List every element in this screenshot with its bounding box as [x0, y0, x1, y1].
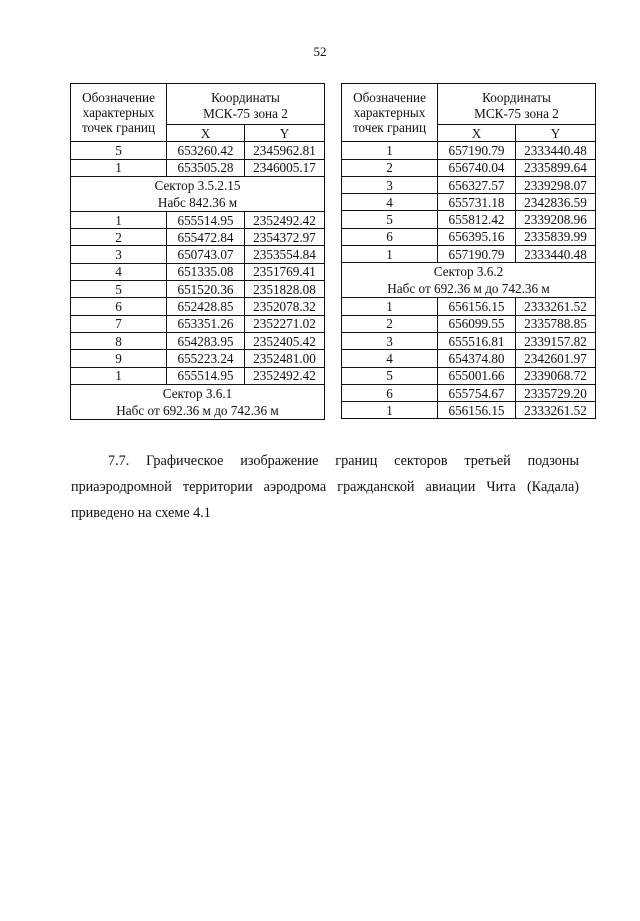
- coord-x: 655001.66: [438, 367, 516, 384]
- coord-x: 654283.95: [167, 332, 245, 349]
- coord-x: 651520.36: [167, 281, 245, 298]
- page-number: 52: [313, 44, 327, 59]
- coord-x: 655514.95: [167, 211, 245, 228]
- coord-y: 2354372.97: [245, 229, 325, 246]
- point-number: 6: [342, 228, 438, 245]
- point-number: 6: [71, 298, 167, 315]
- coord-y: 2352492.42: [245, 211, 325, 228]
- coord-x: 653351.26: [167, 315, 245, 332]
- header-y: Y: [245, 125, 325, 142]
- header-y: Y: [516, 125, 596, 142]
- header-x: X: [438, 125, 516, 142]
- coord-y: 2351769.41: [245, 263, 325, 280]
- table-row: [71, 159, 325, 176]
- point-number: 2: [342, 159, 438, 176]
- coord-x: 656156.15: [438, 298, 516, 315]
- sector-caption: [71, 384, 325, 419]
- point-number: 9: [71, 350, 167, 367]
- sector-caption-line: Нaбс от 692.36 м до 742.36 м: [387, 281, 550, 297]
- table-row: [71, 332, 325, 349]
- coord-x: 652428.85: [167, 298, 245, 315]
- coord-x: 657190.79: [438, 142, 516, 159]
- header-designation-line: точек границ: [81, 120, 156, 135]
- sector-caption-line: Нaбс 842.36 м: [157, 194, 238, 210]
- coord-y: 2335899.64: [516, 159, 596, 176]
- paragraph-line: 7.7. Графическое изображение границ секторов третьей подзоны: [108, 453, 579, 469]
- table-row: [342, 194, 596, 211]
- header-designation-line: характерных: [82, 105, 155, 120]
- table-row: [71, 367, 325, 384]
- coord-x: 657190.79: [438, 246, 516, 263]
- point-number: 5: [71, 142, 167, 159]
- sector-caption-line: Сектор 3.6.2: [433, 264, 504, 280]
- table-row: [342, 367, 596, 384]
- coord-y: 2346005.17: [245, 159, 325, 176]
- header-designation-line: Обозначение: [353, 90, 426, 105]
- coord-x: 655731.18: [438, 194, 516, 211]
- header-coordinates-line: Координаты: [482, 90, 551, 105]
- coord-x: 655472.84: [167, 229, 245, 246]
- sector-caption-line: Сектор 3.6.1: [162, 385, 233, 401]
- header-designation-line: точек границ: [352, 120, 427, 135]
- point-number: 7: [71, 315, 167, 332]
- table-row: [71, 263, 325, 280]
- point-number: 1: [71, 367, 167, 384]
- coord-y: 2335839.99: [516, 228, 596, 245]
- point-number: 3: [71, 246, 167, 263]
- coord-y: 2352481.00: [245, 350, 325, 367]
- header-coordinates: [167, 84, 325, 125]
- coord-x: 653260.42: [167, 142, 245, 159]
- table-row: [71, 315, 325, 332]
- coord-y: 2333261.52: [516, 402, 596, 419]
- coord-y: 2345962.81: [245, 142, 325, 159]
- table-row: [342, 350, 596, 367]
- sector-caption-line: Нaбс от 692.36 м до 742.36 м: [116, 402, 279, 418]
- point-number: 3: [342, 332, 438, 349]
- table-row: [71, 142, 325, 159]
- header-designation-line: характерных: [353, 105, 426, 120]
- point-number: 3: [342, 176, 438, 193]
- point-number: 2: [342, 315, 438, 332]
- point-number: 2: [71, 229, 167, 246]
- header-coordinates-line: МСК-75 зона 2: [203, 106, 288, 121]
- coord-y: 2339298.07: [516, 176, 596, 193]
- coord-y: 2335729.20: [516, 384, 596, 401]
- table-row: [342, 246, 596, 263]
- table-row: [71, 229, 325, 246]
- table-row: [342, 159, 596, 176]
- coord-x: 656395.16: [438, 228, 516, 245]
- point-number: 1: [342, 246, 438, 263]
- coord-y: 2342836.59: [516, 194, 596, 211]
- paragraph-line: приведено на схеме 4.1: [71, 505, 211, 521]
- header-x: X: [167, 125, 245, 142]
- coord-x: 653505.28: [167, 159, 245, 176]
- point-number: 1: [342, 402, 438, 419]
- table-row: [342, 142, 596, 159]
- table-row: [342, 332, 596, 349]
- coord-y: 2352492.42: [245, 367, 325, 384]
- table-row: [342, 402, 596, 419]
- coord-x: 656156.15: [438, 402, 516, 419]
- coord-x: 655812.42: [438, 211, 516, 228]
- point-number: 5: [71, 281, 167, 298]
- point-number: 4: [342, 194, 438, 211]
- coord-y: 2339157.82: [516, 332, 596, 349]
- header-coordinates: [438, 84, 596, 125]
- coord-x: 655514.95: [167, 367, 245, 384]
- point-number: 5: [342, 211, 438, 228]
- point-number: 5: [342, 367, 438, 384]
- table-row: [71, 350, 325, 367]
- coord-y: 2352078.32: [245, 298, 325, 315]
- table-row: [71, 298, 325, 315]
- coord-y: 2352405.42: [245, 332, 325, 349]
- coord-y: 2333440.48: [516, 246, 596, 263]
- body-paragraph: [71, 448, 579, 526]
- coord-x: 656740.04: [438, 159, 516, 176]
- table-row: [342, 384, 596, 401]
- coord-y: 2351828.08: [245, 281, 325, 298]
- table-row: [342, 228, 596, 245]
- coordinates-table-right: [341, 83, 596, 419]
- table-row: [71, 281, 325, 298]
- coordinates-table-left: [70, 83, 325, 420]
- coord-x: 655754.67: [438, 384, 516, 401]
- table-row: [342, 211, 596, 228]
- coord-y: 2339208.96: [516, 211, 596, 228]
- table-row: [71, 246, 325, 263]
- sector-row: [71, 384, 325, 419]
- table-row: [342, 315, 596, 332]
- point-number: 8: [71, 332, 167, 349]
- coord-y: 2335788.85: [516, 315, 596, 332]
- paragraph-line: приаэродромной территории аэродрома гражданской авиации Чита (Кадала): [71, 479, 579, 495]
- coord-y: 2339068.72: [516, 367, 596, 384]
- header-coordinates-line: Координаты: [211, 90, 280, 105]
- coord-x: 656099.55: [438, 315, 516, 332]
- sector-caption-line: Сектор 3.5.2.15: [154, 177, 241, 193]
- table-row: [342, 176, 596, 193]
- sector-caption: [342, 263, 596, 298]
- coord-y: 2342601.97: [516, 350, 596, 367]
- header-designation: [342, 84, 438, 142]
- point-number: 6: [342, 384, 438, 401]
- sector-row: [71, 176, 325, 211]
- coord-x: 655516.81: [438, 332, 516, 349]
- header-designation-line: Обозначение: [82, 90, 155, 105]
- table-row: [71, 211, 325, 228]
- header-coordinates-line: МСК-75 зона 2: [474, 106, 559, 121]
- coord-x: 654374.80: [438, 350, 516, 367]
- point-number: 4: [71, 263, 167, 280]
- sector-row: [342, 263, 596, 298]
- table-row: [342, 298, 596, 315]
- coord-y: 2353554.84: [245, 246, 325, 263]
- coord-x: 651335.08: [167, 263, 245, 280]
- coord-x: 650743.07: [167, 246, 245, 263]
- point-number: 1: [71, 159, 167, 176]
- point-number: 1: [342, 142, 438, 159]
- point-number: 1: [71, 211, 167, 228]
- header-designation: [71, 84, 167, 142]
- point-number: 1: [342, 298, 438, 315]
- coord-y: 2352271.02: [245, 315, 325, 332]
- coord-y: 2333440.48: [516, 142, 596, 159]
- coord-x: 655223.24: [167, 350, 245, 367]
- coord-y: 2333261.52: [516, 298, 596, 315]
- coord-x: 656327.57: [438, 176, 516, 193]
- point-number: 4: [342, 350, 438, 367]
- sector-caption: [71, 176, 325, 211]
